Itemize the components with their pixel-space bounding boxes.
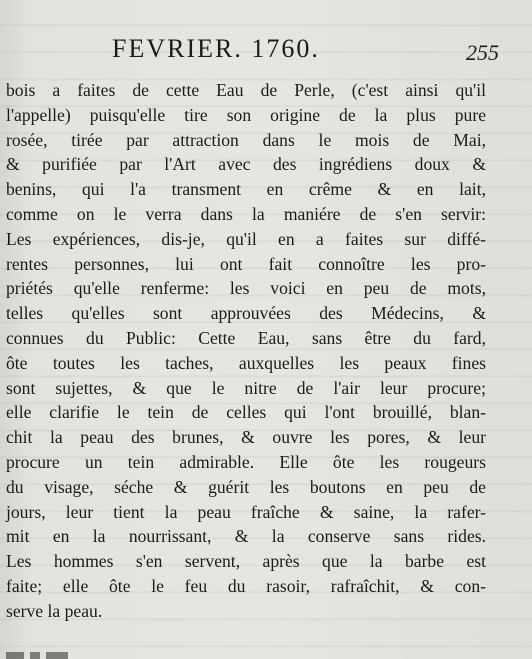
text-line: chit la peau des brunes, & ouvre les pores, & leur xyxy=(6,427,486,448)
text-line: connues du Public: Cette Eau, sans être du fard, xyxy=(6,327,486,348)
body-text xyxy=(6,78,486,624)
text-line: rosée, tirée par attraction dans le mois de Mai, xyxy=(6,129,486,150)
running-head xyxy=(0,34,532,68)
text-line: l'appelle) puisqu'elle tire son origine de la plus pure xyxy=(6,104,486,125)
text-line: Les expériences, dis-je, qu'il en a faites sur diffé- xyxy=(6,228,486,249)
text-line: elle clarifie le tein de celles qui l'ont brouillé, blan- xyxy=(6,402,486,423)
text-line: priétés qu'elle renferme: les voici en peu de mots, xyxy=(6,278,486,299)
cut-off-next-line xyxy=(6,648,126,659)
text-line: du visage, séche & guérit les boutons en peu de xyxy=(6,476,486,497)
text-line: serve la peau. xyxy=(6,600,103,621)
text-line: & purifiée par l'Art avec des ingrédiens doux & xyxy=(6,154,486,175)
page-number: 255 xyxy=(466,40,499,65)
text-line: benins, qui l'a transment en crême & en lait, xyxy=(6,179,486,200)
text-line: bois a faites de cette Eau de Perle, (c'est ainsi qu'il xyxy=(6,80,486,100)
text-line: rentes personnes, lui ont fait connoître les pro- xyxy=(6,253,486,274)
text-line: sont sujettes, & que le nitre de l'air leur procure; xyxy=(6,377,486,398)
running-title: FEVRIER. 1760. xyxy=(112,34,320,63)
text-line: Les hommes s'en servent, après que la barbe est xyxy=(6,551,486,572)
text-line: mit en la nourrissant, & la conserve sans rides. xyxy=(6,526,486,547)
text-line: faite; elle ôte le feu du rasoir, rafraîchit, & con- xyxy=(6,575,486,596)
text-line: ôte toutes les taches, auxquelles les peaux fines xyxy=(6,352,486,373)
text-line: comme on le verra dans la maniére de s'en servir: xyxy=(6,203,486,224)
text-line: jours, leur tient la peau fraîche & saine, la rafer- xyxy=(6,501,486,522)
text-line: telles qu'elles sont approuvées des Médecins, & xyxy=(6,303,486,324)
text-line: procure un tein admirable. Elle ôte les rougeurs xyxy=(6,451,486,472)
